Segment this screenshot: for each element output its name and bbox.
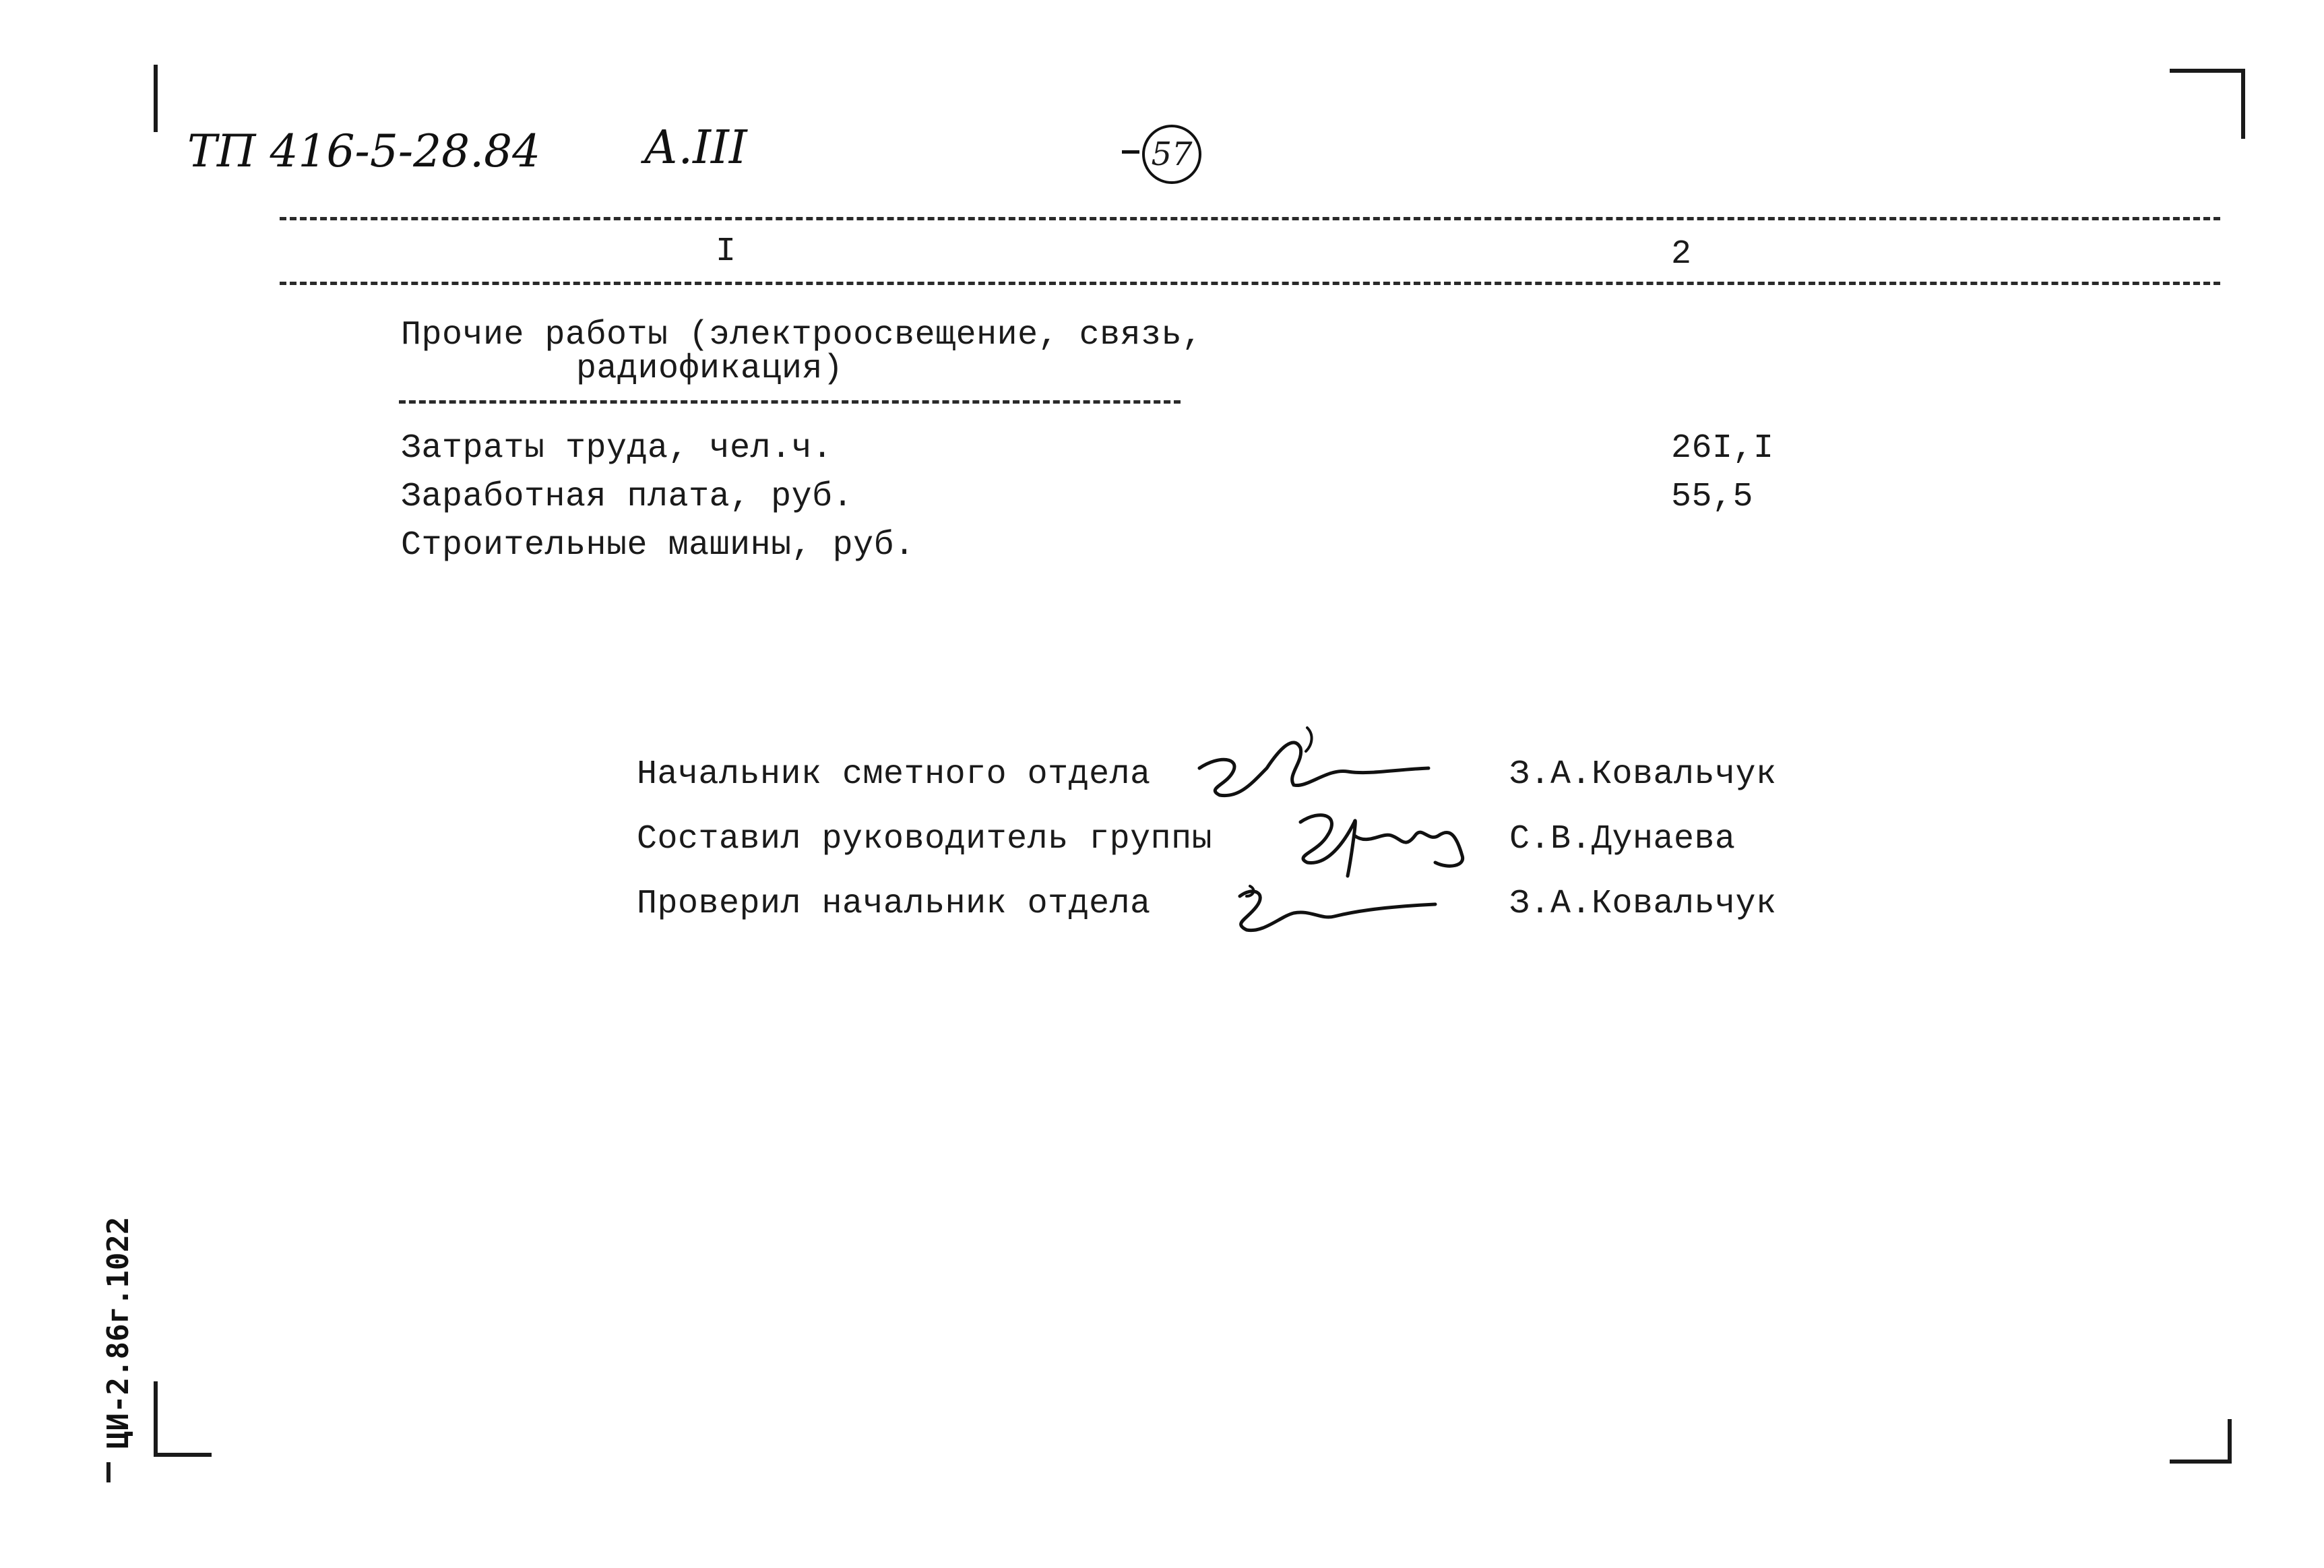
side-print-stamp: ЦИ-2.86г.1022 (101, 1216, 135, 1449)
frame-mark-bottom-left-v (154, 1381, 158, 1455)
frame-mark-bottom-right-h (2170, 1460, 2232, 1464)
signature-name-3: З.А.Ковальчук (1509, 885, 1777, 923)
section-title-line2: радиофикация) (576, 350, 844, 388)
frame-mark-bottom-left-h (154, 1453, 212, 1457)
handwritten-signature-2 (1280, 795, 1482, 883)
side-stamp-tick (106, 1462, 111, 1482)
row-value-labor: 26I,I (1671, 429, 1774, 468)
row-label-machines: Строительные машины, руб. (401, 526, 915, 565)
row-value-wages: 55,5 (1671, 478, 1754, 516)
document-code: ТП 416-5-28.84 (187, 125, 541, 177)
frame-mark-top-left (154, 65, 158, 132)
table-top-rule (280, 217, 2220, 220)
frame-mark-top-right-h (2170, 69, 2245, 73)
column-header-1: I (716, 232, 736, 271)
album-number: А.III (643, 121, 747, 175)
section-title-line1: Прочие работы (электроосвещение, связь, (401, 316, 1203, 354)
column-header-2: 2 (1671, 235, 1692, 274)
page-number-circle (1142, 125, 1201, 184)
signature-name-1: З.А.Ковальчук (1509, 755, 1777, 794)
section-title-rule (399, 400, 1181, 404)
signature-role-1: Начальник сметного отдела (637, 755, 1151, 794)
row-label-wages: Заработная плата, руб. (401, 478, 854, 516)
signature-role-3: Проверил начальник отдела (637, 885, 1151, 923)
row-label-labor: Затраты труда, чел.ч. (401, 429, 833, 468)
frame-mark-bottom-right-v (2228, 1419, 2232, 1464)
signature-role-2: Составил руководитель группы (637, 820, 1213, 858)
frame-mark-top-right-v (2241, 69, 2245, 139)
page-number: 57 (1151, 135, 1193, 173)
handwritten-signature-3 (1226, 876, 1442, 950)
table-header-rule (280, 282, 2220, 285)
signature-name-2: С.В.Дунаева (1509, 820, 1736, 858)
